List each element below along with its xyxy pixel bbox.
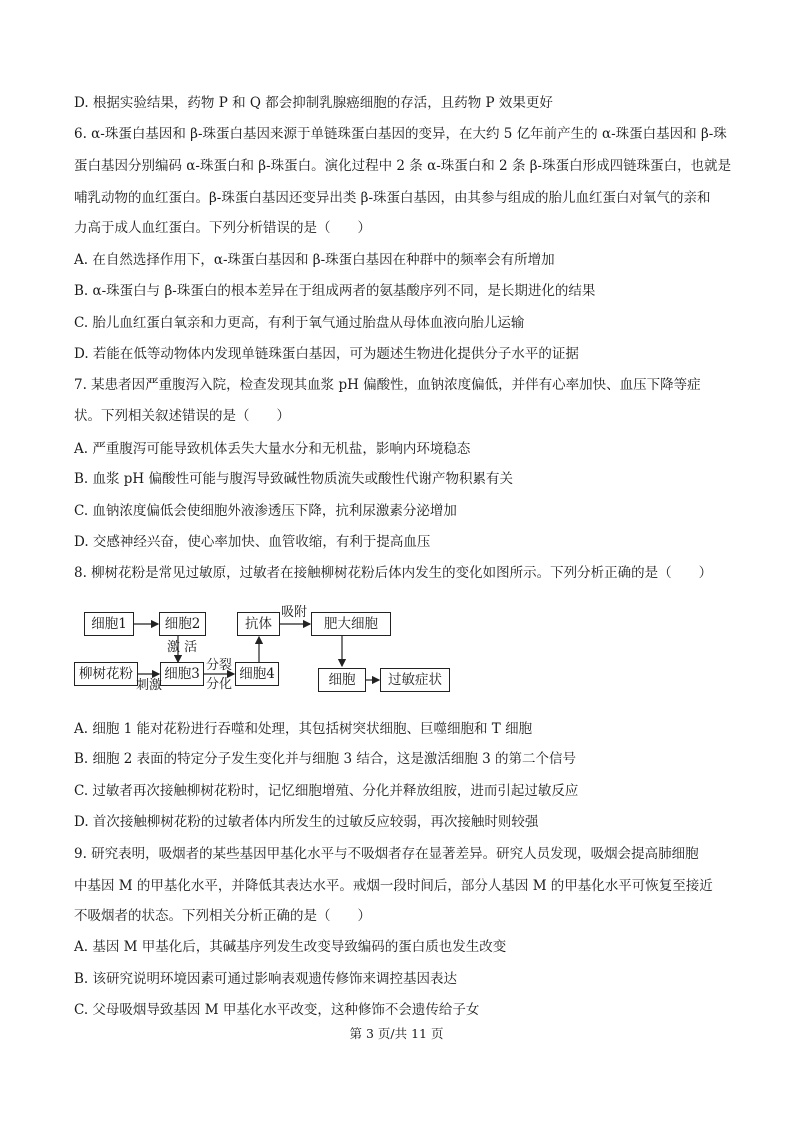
q6-stem-line-1: 6. α-珠蛋白基因和 β-珠蛋白基因来源于单链珠蛋白基因的变异，在大约 5 亿年前产生的 α-珠蛋白基因和 β-珠 bbox=[74, 126, 727, 142]
q9-stem-line-1: 9. 研究表明，吸烟者的某些基因甲基化水平与不吸烟者存在显著差异。研究人员发现，吸烟会提高肺细胞 bbox=[74, 846, 699, 862]
q7-stem-line-1: 7. 某患者因严重腹泻入院，检查发现其血浆 pH 偏酸性，血钠浓度偏低，并伴有心率加快、血压下降等症 bbox=[74, 377, 701, 393]
box-allergy-symptom: 过敏症状 bbox=[380, 668, 450, 692]
q7-option-d: D. 交感神经兴奋，使心率加快、血管收缩，有利于提高血压 bbox=[74, 534, 431, 550]
q6-option-a: A. 在自然选择作用下，α-珠蛋白基因和 β-珠蛋白基因在种群中的频率会有所增加 bbox=[74, 252, 555, 268]
box-cell1: 细胞1 bbox=[84, 612, 134, 636]
box-mast-cell: 肥大细胞 bbox=[311, 612, 391, 636]
label-differentiate: 分化 bbox=[206, 677, 233, 692]
q8-option-b: B. 细胞 2 表面的特定分子发生变化并与细胞 3 结合，这是激活细胞 3 的第二个信号 bbox=[74, 751, 577, 767]
q6-stem-line-2: 蛋白基因分别编码 α-珠蛋白和 β-珠蛋白。演化过程中 2 条 α-珠蛋白和 2 条 β-珠蛋白形成四链珠蛋白，也就是 bbox=[74, 158, 732, 174]
page-number-footer: 第 3 页/共 11 页 bbox=[349, 1026, 444, 1041]
q6-option-d: D. 若能在低等动物体内发现单链珠蛋白基因，可为题述生物进化提供分子水平的证据 bbox=[74, 346, 579, 362]
box-cell4: 细胞4 bbox=[235, 662, 279, 686]
q7-option-c: C. 血钠浓度偏低会使细胞外液渗透压下降，抗利尿激素分泌增加 bbox=[74, 503, 457, 519]
label-adsorb: 吸附 bbox=[281, 605, 308, 620]
box-cell3: 细胞3 bbox=[160, 662, 204, 686]
q8-stem: 8. 柳树花粉是常见过敏原，过敏者在接触柳树花粉后体内发生的变化如图所示。下列分析正确的是（ ） bbox=[74, 565, 713, 581]
q7-option-b: B. 血浆 pH 偏酸性可能与腹泻导致碱性物质流失或酸性代谢产物积累有关 bbox=[74, 471, 513, 487]
q9-option-a: A. 基因 M 甲基化后，其碱基序列发生改变导致编码的蛋白质也发生改变 bbox=[74, 939, 507, 955]
allergy-flow-diagram bbox=[74, 602, 474, 702]
box-pollen: 柳树花粉 bbox=[74, 662, 138, 686]
q6-option-c: C. 胎儿血红蛋白氧亲和力更高，有利于氧气通过胎盘从母体血液向胎儿运输 bbox=[74, 315, 525, 331]
label-activate: 激 活 bbox=[167, 640, 198, 655]
q6-option-b: B. α-珠蛋白与 β-珠蛋白的根本差异在于组成两者的氨基酸序列不同，是长期进化的结果 bbox=[74, 283, 596, 299]
q7-option-a: A. 严重腹泻可能导致机体丢失大量水分和无机盐，影响内环境稳态 bbox=[74, 441, 471, 457]
q8-option-a: A. 细胞 1 能对花粉进行吞噬和处理，其包括树突状细胞、巨噬细胞和 T 细胞 bbox=[74, 721, 533, 737]
q9-stem-line-3: 不吸烟者的状态。下列相关分析正确的是（ ） bbox=[74, 908, 371, 924]
q6-stem-line-3: 哺乳动物的血红蛋白。β-珠蛋白基因还变异出类 β-珠蛋白基因，由其参与组成的胎儿血红蛋白对氧气的亲和 bbox=[74, 190, 711, 206]
q7-stem-line-2: 状。下列相关叙述错误的是（ ） bbox=[74, 408, 290, 424]
q9-option-c: C. 父母吸烟导致基因 M 甲基化水平改变，这种修饰不会遗传给子女 bbox=[74, 1002, 480, 1018]
box-cell: 细胞 bbox=[318, 668, 366, 692]
q5-option-d: D. 根据实验结果，药物 P 和 Q 都会抑制乳腺癌细胞的存活，且药物 P 效果更好 bbox=[74, 95, 553, 111]
box-cell2: 细胞2 bbox=[159, 612, 206, 636]
q9-stem-line-2: 中基因 M 的甲基化水平，并降低其表达水平。戒烟一段时间后，部分人基因 M 的甲基化水平可恢复至接近 bbox=[74, 878, 713, 894]
label-split: 分裂 bbox=[206, 658, 233, 673]
q6-stem-line-4: 力高于成人血红蛋白。下列分析错误的是（ ） bbox=[74, 220, 371, 236]
q8-option-d: D. 首次接触柳树花粉的过敏者体内所发生的过敏反应较弱，再次接触时则较强 bbox=[74, 814, 539, 830]
box-antibody: 抗体 bbox=[237, 612, 280, 636]
q8-option-c: C. 过敏者再次接触柳树花粉时，记忆细胞增殖、分化并释放组胺，进而引起过敏反应 bbox=[74, 783, 579, 799]
label-stimulate: 刺激 bbox=[136, 678, 163, 693]
q9-option-b: B. 该研究说明环境因素可通过影响表观遗传修饰来调控基因表达 bbox=[74, 971, 458, 987]
